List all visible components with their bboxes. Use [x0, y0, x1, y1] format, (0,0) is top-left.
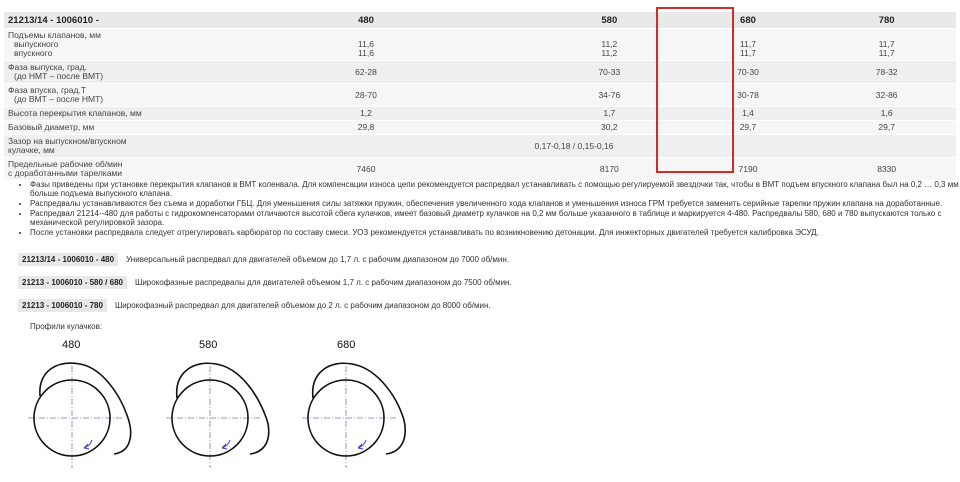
profile-label-680: 680 — [337, 339, 356, 351]
table-row: Зазор на выпускном/впускном кулачке, мм 0,17-0,18 / 0,15-0,16 — [4, 135, 956, 158]
table-header-row — [4, 12, 956, 29]
table-row: Предельные рабочие об/мин с доработанными тарелками 7460 8170 7190 8330 — [4, 158, 956, 181]
cam-profile-680 — [298, 336, 418, 472]
model-tag: 21213 - 1006010 - 780 — [18, 299, 107, 312]
list-item: • Распредвал 21214--480 для работы с гидрокомпенсаторами отличаются высотой сбега кулачков, имеет базовый диаметр кулачков на 0,2 мм больше указанного в таблице и маркируется 4-480. Распредвалы 580, 680 и 780 выпускаются только с механической регулировкой зазора. — [30, 209, 960, 227]
col-780: 780 — [817, 12, 956, 29]
profiles-title: Профили кулачков: — [30, 322, 103, 331]
description-480: 21213/14 - 1006010 - 480 Универсальный распредвал для двигателей объемом до 1,7 л. с рабочим диапазоном до 7000 об/мин. — [18, 253, 509, 266]
col-480: 480 — [192, 12, 540, 29]
list-item: • После установки распредвала следует отрегулировать карбюратор по составу смеси. УОЗ рекомендуется устанавливать по возникновению детонации. Для инжекторных двигателей требуется калибровка ЭСУД. — [30, 228, 960, 237]
table-row: Базовый диаметр, мм 29,8 30,2 29,7 29,7 — [4, 121, 956, 135]
table-title: 21213/14 - 1006010 - — [4, 12, 192, 29]
model-tag: 21213/14 - 1006010 - 480 — [18, 253, 118, 266]
table-row: Фаза впуска, град.Т (до ВМТ – после НМТ) 28-70 34-76 30-78 32-86 — [4, 84, 956, 107]
clearance-value: 0,17-0,18 / 0,15-0,16 — [192, 135, 956, 158]
row-sublabel: выпускного — [14, 39, 59, 49]
col-680: 680 — [679, 12, 818, 29]
row-label: Подъемы клапанов, мм — [8, 30, 101, 40]
cam-profile-580 — [162, 336, 282, 472]
row-sublabel: впускного — [14, 48, 53, 58]
notes-list — [14, 180, 960, 238]
specs-table — [4, 12, 956, 181]
table-row: Фаза выпуска, град. (до НМТ – после ВМТ) 62-28 70-33 70-30 78-32 — [4, 61, 956, 84]
cam-profile-480 — [24, 336, 144, 472]
description-580-680: 21213 - 1006010 - 580 / 680 Широкофазные распредвалы для двигателей объемом 1,7 л. с рабочим диапазоном до 7500 об/мин. — [18, 276, 512, 289]
profile-label-580: 580 — [199, 339, 218, 351]
model-tag: 21213 - 1006010 - 580 / 680 — [18, 276, 127, 289]
list-item: • Распредвалы устанавливаются без съема и доработки ГБЦ. Для уменьшения силы затяжки пружин, обеспечения увеличенного хода клапанов и уменьшения износа ГРМ требуется заменить серийные тарелки пружин клапана на доработанные. — [30, 199, 960, 208]
table-row: Высота перекрытия клапанов, мм 1,2 1,7 1,4 1,6 — [4, 107, 956, 121]
list-item: • Фазы приведены при установке перекрытия клапанов в ВМТ коленвала. Для компенсации износа цепи рекомендуется распредвал устанавливать с помощью регулируемой звездочки так, чтобы в ВМТ подъем впускного клапана был на 0,2 … 0,3 мм больше подъема выпускного клапана. — [30, 180, 960, 198]
table-row: Подъемы клапанов, мм выпускного впускного 11,6 11,6 11,2 11,2 11,7 11,7 11,7 11,7 — [4, 29, 956, 61]
col-580: 580 — [540, 12, 679, 29]
profile-label-480: 480 — [62, 339, 81, 351]
description-780: 21213 - 1006010 - 780 Широкофазный распредвал для двигателей объемом до 2 л. с рабочим диапазоном до 8000 об/мин. — [18, 299, 491, 312]
